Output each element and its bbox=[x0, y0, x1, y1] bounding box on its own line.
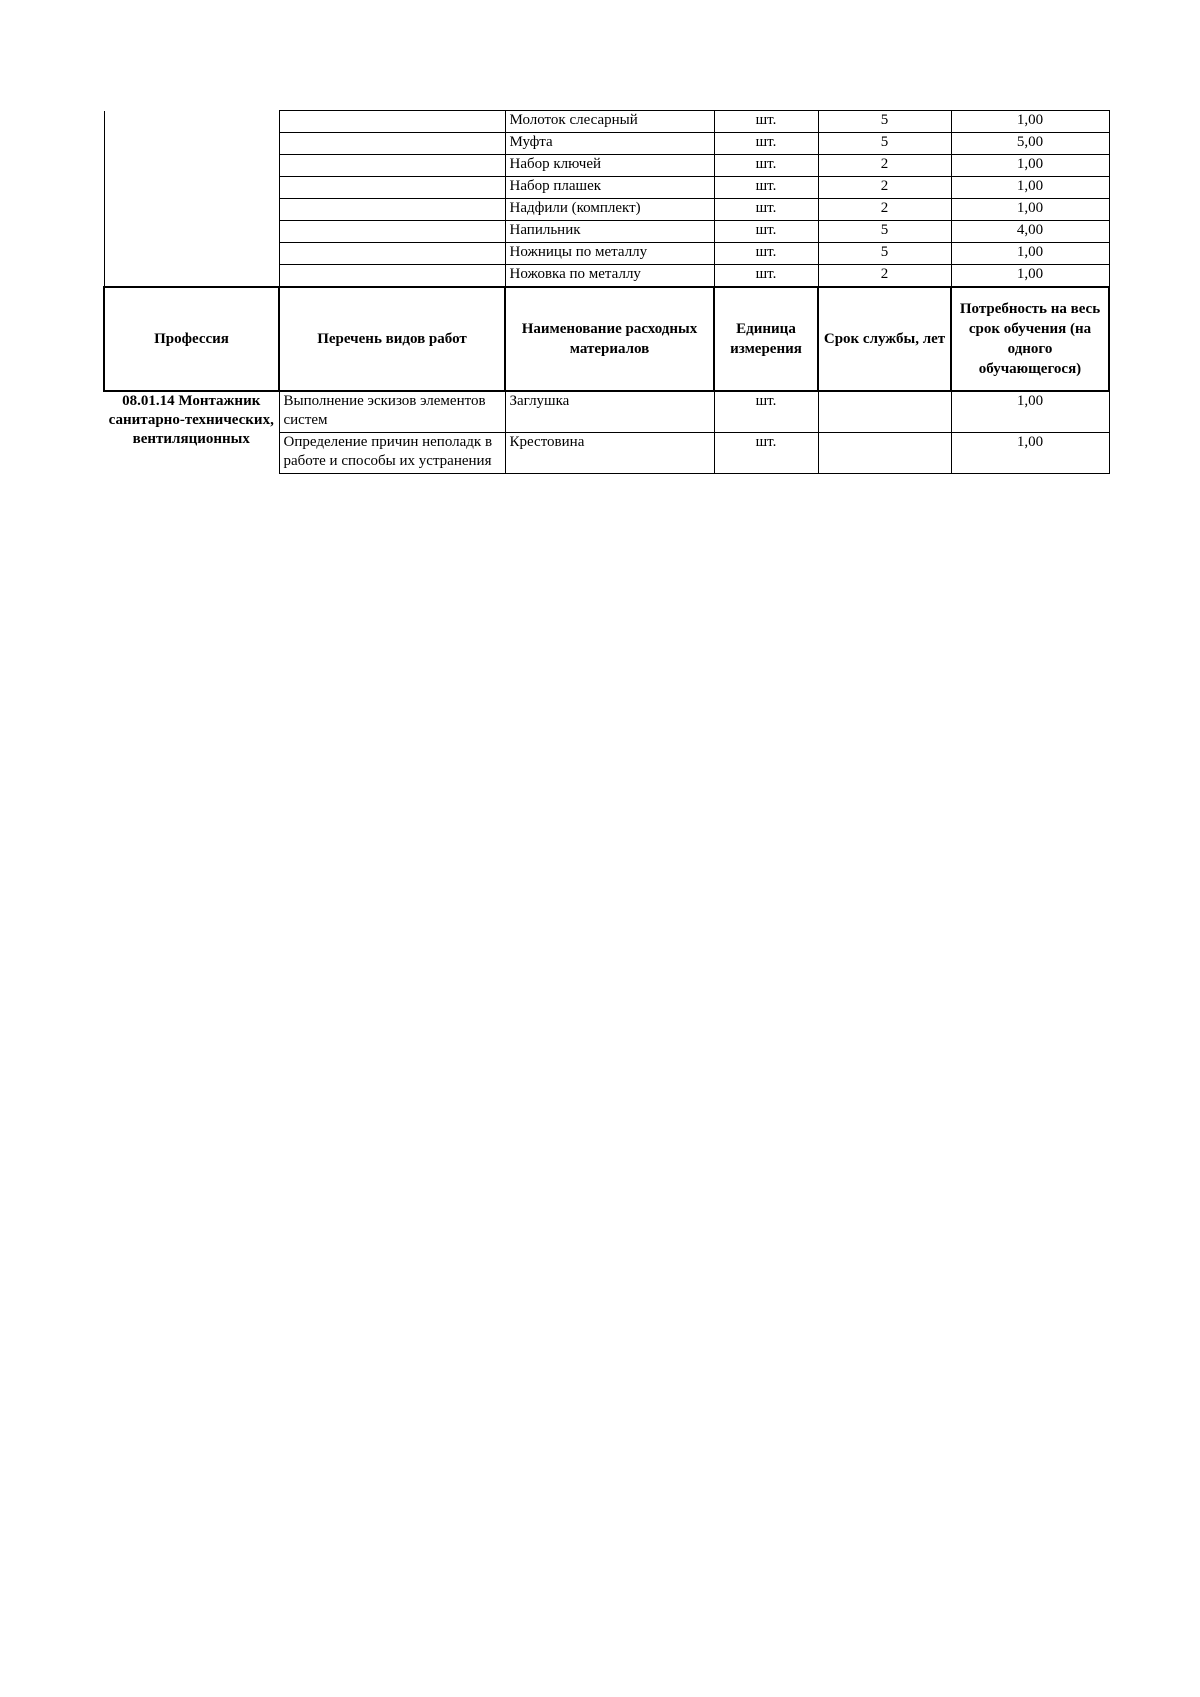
service-life-cell: 5 bbox=[818, 111, 951, 133]
need-cell: 5,00 bbox=[951, 133, 1109, 155]
profession-cell bbox=[104, 155, 279, 177]
header-work-types: Перечень видов работ bbox=[279, 287, 505, 391]
header-profession: Профессия bbox=[104, 287, 279, 391]
service-life-cell: 2 bbox=[818, 265, 951, 288]
unit-cell: шт. bbox=[714, 433, 818, 474]
profession-cell bbox=[104, 177, 279, 199]
table-row bbox=[104, 243, 1109, 265]
work-type-cell bbox=[279, 155, 505, 177]
need-cell: 1,00 bbox=[951, 391, 1109, 433]
work-type-cell bbox=[279, 243, 505, 265]
need-cell: 1,00 bbox=[951, 199, 1109, 221]
service-life-cell: 2 bbox=[818, 199, 951, 221]
unit-cell: шт. bbox=[714, 243, 818, 265]
table-row bbox=[104, 155, 1109, 177]
header-need: Потребность на весь срок обучения (на одного обучающегося) bbox=[951, 287, 1109, 391]
unit-cell: шт. bbox=[714, 177, 818, 199]
table-row bbox=[104, 265, 1109, 288]
header-service-life: Срок службы, лет bbox=[818, 287, 951, 391]
work-type-cell bbox=[279, 177, 505, 199]
item-name-cell: Напильник bbox=[505, 221, 714, 243]
work-type-cell bbox=[279, 199, 505, 221]
work-type-cell: Выполнение эскизов элементов систем bbox=[279, 391, 505, 433]
service-life-cell bbox=[818, 391, 951, 433]
item-name-cell: Набор ключей bbox=[505, 155, 714, 177]
unit-cell: шт. bbox=[714, 133, 818, 155]
profession-cell bbox=[104, 199, 279, 221]
profession-cell bbox=[104, 133, 279, 155]
table-row bbox=[104, 199, 1109, 221]
header-unit: Единица измерения bbox=[714, 287, 818, 391]
table-row bbox=[104, 391, 1109, 433]
need-cell: 1,00 bbox=[951, 111, 1109, 133]
item-name-cell: Ножницы по металлу bbox=[505, 243, 714, 265]
profession-cell bbox=[104, 243, 279, 265]
profession-cell bbox=[104, 265, 279, 288]
unit-cell: шт. bbox=[714, 155, 818, 177]
need-cell: 1,00 bbox=[951, 155, 1109, 177]
unit-cell: шт. bbox=[714, 221, 818, 243]
work-type-cell bbox=[279, 133, 505, 155]
item-name-cell: Набор плашек bbox=[505, 177, 714, 199]
service-life-cell: 5 bbox=[818, 243, 951, 265]
top-rows bbox=[104, 111, 1109, 288]
unit-cell: шт. bbox=[714, 391, 818, 433]
service-life-cell: 5 bbox=[818, 221, 951, 243]
material-name-cell: Крестовина bbox=[505, 433, 714, 474]
service-life-cell: 2 bbox=[818, 177, 951, 199]
service-life-cell: 2 bbox=[818, 155, 951, 177]
profession-name-cell: 08.01.14 Монтажник санитарно-технических, вентиляционных bbox=[104, 391, 279, 474]
table-row bbox=[104, 221, 1109, 243]
profession-cell bbox=[104, 111, 279, 133]
service-life-cell bbox=[818, 433, 951, 474]
service-life-cell: 5 bbox=[818, 133, 951, 155]
work-type-cell bbox=[279, 265, 505, 288]
unit-cell: шт. bbox=[714, 199, 818, 221]
need-cell: 1,00 bbox=[951, 243, 1109, 265]
header-materials: Наименование расходных материалов bbox=[505, 287, 714, 391]
need-cell: 1,00 bbox=[951, 177, 1109, 199]
item-name-cell: Муфта bbox=[505, 133, 714, 155]
work-type-cell bbox=[279, 111, 505, 133]
table-row bbox=[104, 177, 1109, 199]
need-cell: 4,00 bbox=[951, 221, 1109, 243]
work-type-cell bbox=[279, 221, 505, 243]
bottom-rows bbox=[104, 391, 1109, 474]
header-block bbox=[104, 287, 1109, 391]
profession-cell bbox=[104, 221, 279, 243]
need-cell: 1,00 bbox=[951, 433, 1109, 474]
work-type-cell: Определение причин неполадк в работе и способы их устранения bbox=[279, 433, 505, 474]
item-name-cell: Молоток слесарный bbox=[505, 111, 714, 133]
item-name-cell: Ножовка по металлу bbox=[505, 265, 714, 288]
unit-cell: шт. bbox=[714, 111, 818, 133]
table-row bbox=[104, 111, 1109, 133]
material-name-cell: Заглушка bbox=[505, 391, 714, 433]
need-cell: 1,00 bbox=[951, 265, 1109, 288]
unit-cell: шт. bbox=[714, 265, 818, 288]
item-name-cell: Надфили (комплект) bbox=[505, 199, 714, 221]
table-row bbox=[104, 133, 1109, 155]
equipment-table bbox=[103, 110, 1110, 474]
